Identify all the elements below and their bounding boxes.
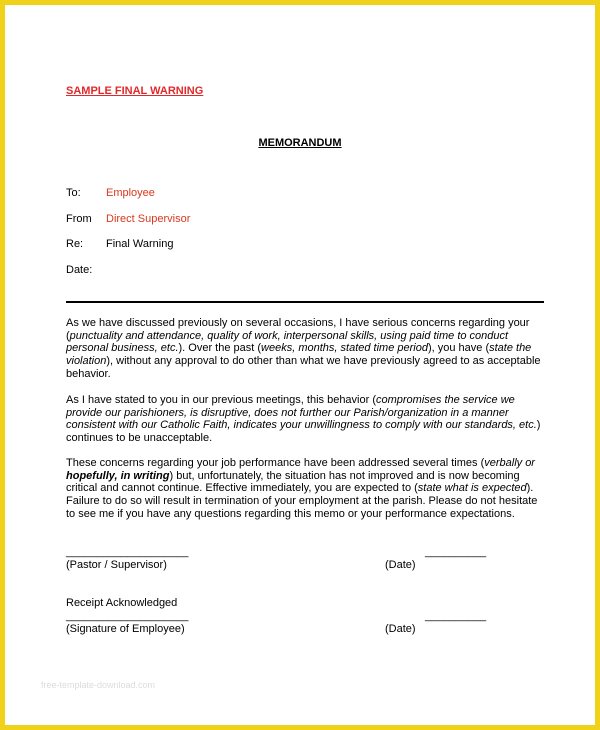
document-page: [5, 5, 595, 725]
p2-text-c: ) continues to be unacceptable.: [66, 419, 541, 445]
p1-text-g: ), without any approval to do other than what we have previously agreed to as acceptable behavior.: [66, 355, 541, 380]
p1-text-c: ). Over the past (: [178, 342, 262, 355]
memo-title: MEMORANDUM: [258, 137, 342, 149]
p3-text-f: ). Failure to do so will result in termination of your employment at the parish. Please do not hesitate to see me if you have any questions regarding this memo or your performance expectations.: [66, 482, 538, 520]
p1-text-e: ), you have (: [427, 342, 490, 355]
p2-text-a: As I have stated to you in our previous meetings, this behavior (: [66, 394, 376, 406]
p3-text-a: These concerns regarding your job performance have been addressed several times (: [66, 457, 485, 469]
p1-italic-d: weeks, months, stated time period: [261, 342, 428, 355]
re-label: Re:: [66, 238, 84, 250]
p1-italic-f: state the violation: [66, 342, 532, 368]
from-value: Direct Supervisor: [106, 213, 191, 225]
date-label-2: (Date): [385, 623, 416, 635]
p3-italic-b: verbally or: [484, 457, 535, 469]
p3-bold-italic-c: hopefully, in writing: [66, 469, 170, 482]
watermark: free-template-download.com: [41, 680, 156, 690]
sample-title: SAMPLE FINAL WARNING: [66, 85, 204, 97]
p1-italic-b: punctuality and attendance, quality of work, interpersonal skills, using paid time to conduct personal business, etc.: [66, 329, 509, 355]
p2-italic-b: compromises the service we provide our parishioners, is disruptive, does not further our Parish/organization in a manner consistent with our Catholic Faith, indicates your unwillingness to comply with our standards, etc.: [66, 394, 537, 432]
to-label: To:: [66, 187, 81, 199]
p3-italic-e: state what is expected: [417, 482, 527, 495]
pastor-supervisor-label: (Pastor / Supervisor): [66, 559, 167, 571]
date-label-1: (Date): [385, 559, 416, 571]
header-divider: [66, 301, 544, 303]
date-label: Date:: [66, 264, 93, 276]
paragraph-3: [66, 457, 548, 521]
paragraph-2: [66, 394, 548, 445]
re-value: Final Warning: [106, 238, 174, 250]
receipt-acknowledged: Receipt Acknowledged: [66, 597, 178, 609]
from-label: From: [66, 213, 92, 225]
to-value: Employee: [106, 187, 155, 199]
supervisor-signature-line: ____________________: [66, 546, 189, 558]
p1-text-a: As we have discussed previously on several occasions, I have serious concerns regarding your (: [66, 317, 530, 342]
employee-signature-line: ____________________: [66, 610, 189, 622]
p3-text-d: ) but, unfortunately, the situation has not improved and is now becoming critical and cannot continue. Effective immediately, you are expected to (: [66, 469, 520, 495]
employee-date-line: __________: [425, 610, 487, 622]
employee-signature-label: (Signature of Employee): [66, 623, 185, 635]
supervisor-date-line: __________: [425, 546, 487, 558]
paragraph-1: [66, 317, 548, 381]
